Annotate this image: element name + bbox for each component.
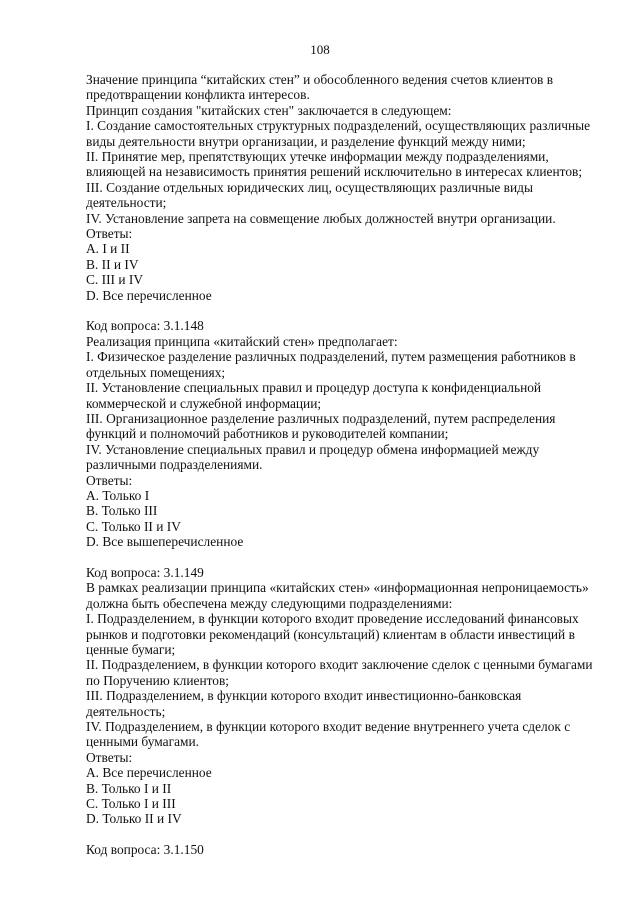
text-line: II. Установление специальных правил и процедур доступа к конфиденциальной xyxy=(86,380,542,396)
text-line: C. III и IV xyxy=(86,272,143,288)
text-line: Реализация принципа «китайский стен» предполагает: xyxy=(86,333,398,349)
question-block xyxy=(86,564,593,827)
question-block xyxy=(86,842,586,857)
text-line: IV. Установление запрета на совмещение любых должностей внутри организации. xyxy=(86,210,556,226)
text-line: влияющей на независимость принятия решений исключительно в интересах клиентов; xyxy=(86,164,583,180)
text-line: Код вопроса: 3.1.148 xyxy=(86,318,204,334)
page-number: 108 xyxy=(310,42,330,57)
question-block xyxy=(86,318,586,549)
text-line: D. Все вышеперечисленное xyxy=(86,534,244,550)
text-line: по Поручению клиентов; xyxy=(86,672,230,688)
text-line: Принцип создания "китайских стен" заключается в следующем: xyxy=(86,102,452,118)
text-line: D. Все перечисленное xyxy=(86,287,212,303)
text-line: ценные бумаги; xyxy=(86,642,176,657)
block-spacer xyxy=(86,550,586,565)
text-line: C. Только I и III xyxy=(86,796,176,812)
text-line: коммерческой и служебной информации; xyxy=(86,395,322,411)
text-line: I. Подразделением, в функции которого входит проведение исследований финансовых xyxy=(86,611,579,627)
text-line: A. I и II xyxy=(86,241,130,257)
block-spacer xyxy=(86,303,586,318)
text-line: A. Все перечисленное xyxy=(86,765,212,781)
text-line: IV. Установление специальных правил и процедур обмена информацией между xyxy=(86,441,540,457)
text-line: отдельных помещениях; xyxy=(86,364,226,380)
text-line: Ответы: xyxy=(86,749,133,765)
text-line: B. Только III xyxy=(86,503,158,519)
text-line: деятельности; xyxy=(86,195,167,211)
text-line: виды деятельности внутри организации, и разделение функций между ними; xyxy=(86,133,526,149)
text-line: IV. Подразделением, в функции которого входит ведение внутреннего учета сделок с xyxy=(86,719,571,735)
text-line: III. Создание отдельных юридических лиц, осуществляющих различные виды xyxy=(86,179,533,195)
text-line: II. Подразделением, в функции которого входит заключение сделок с ценными бумагами xyxy=(86,657,593,673)
text-line: должна быть обеспечена между следующими подразделениями: xyxy=(86,595,453,611)
text-line: I. Физическое разделение различных подразделений, путем размещения работников в xyxy=(86,349,576,365)
text-line: I. Создание самостоятельных структурных подразделений, осуществляющих различные xyxy=(86,118,591,134)
document-body xyxy=(86,72,593,858)
text-line: B. II и IV xyxy=(86,256,139,272)
text-line: C. Только II и IV xyxy=(86,518,181,534)
text-line: ценными бумагами. xyxy=(86,734,199,750)
text-line: В рамках реализации принципа «китайских стен» «информационная непроницаемость» xyxy=(86,580,589,596)
text-line: Код вопроса: 3.1.149 xyxy=(86,564,204,580)
text-line: различными подразделениями. xyxy=(86,457,263,473)
text-line: функций и полномочий работников и руководителей компании; xyxy=(86,426,449,442)
block-spacer xyxy=(86,827,586,842)
text-line: Ответы: xyxy=(86,472,133,488)
text-line: Ответы: xyxy=(86,226,133,242)
text-line: предотвращении конфликта интересов. xyxy=(86,87,310,103)
text-line: B. Только I и II xyxy=(86,780,172,796)
text-line: II. Принятие мер, препятствующих утечке информации между подразделениями, xyxy=(86,149,549,165)
text-line: A. Только I xyxy=(86,487,150,503)
text-line: деятельность; xyxy=(86,703,166,719)
text-line: Значение принципа “китайских стен” и обособленного ведения счетов клиентов в xyxy=(86,72,554,87)
text-line: III. Организационное разделение различных подразделений, путем распределения xyxy=(86,410,556,426)
text-line: III. Подразделением, в функции которого входит инвестиционно-банковская xyxy=(86,688,522,704)
question-block xyxy=(86,72,591,303)
text-line: D. Только II и IV xyxy=(86,811,182,827)
text-line: Код вопроса: 3.1.150 xyxy=(86,842,204,858)
text-line: рынков и подготовки рекомендаций (консультаций) клиентам в области инвестиций в xyxy=(86,626,575,642)
